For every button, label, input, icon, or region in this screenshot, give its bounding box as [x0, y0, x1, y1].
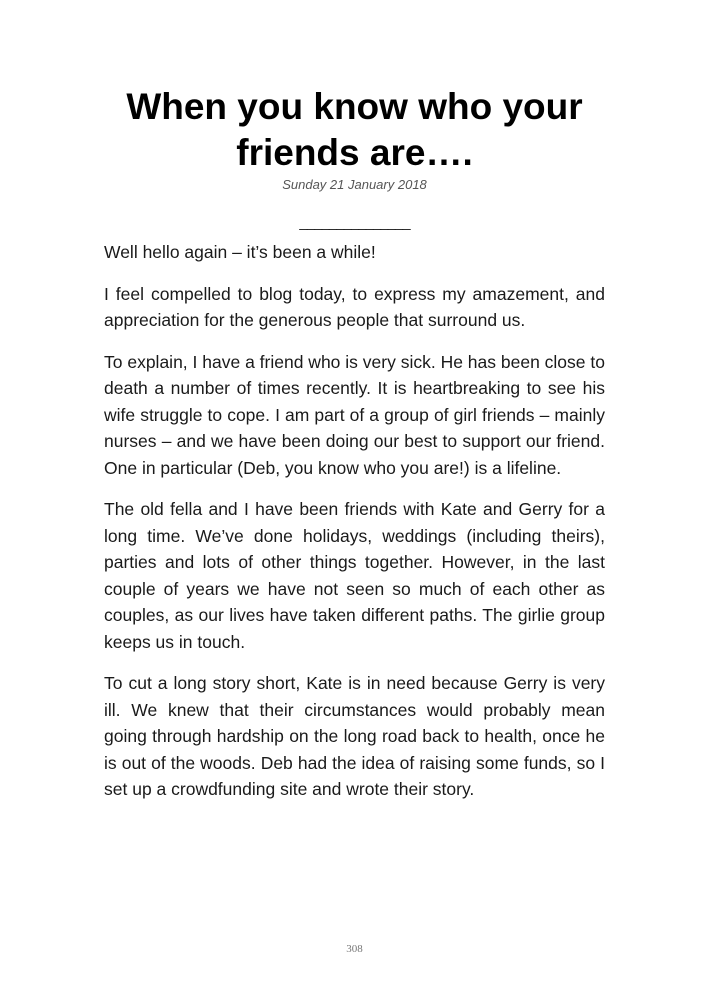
separator-line: _______________ — [299, 214, 410, 231]
paragraph-friendship: The old fella and I have been friends with Kate and Gerry for a long time. We’ve done holidays, weddings (including theirs), parties and lots of other things together. However, in the last couple of years we have not seen so much of each other as couples, as our lives have taken different paths. The girlie group keeps us in touch. — [104, 499, 605, 652]
paragraph-crowdfunding: To cut a long story short, Kate is in need because Gerry is very ill. We knew that their circumstances would probably mean going through hardship on the long road back to health, once he is out of the woods. Deb had the idea of raising some funds, so I set up a crowdfunding site and wrote their story. — [104, 673, 605, 799]
paragraph-greeting: Well hello again – it’s been a while! — [104, 242, 376, 262]
post-date: Sunday 21 January 2018 — [282, 177, 427, 192]
article-body — [104, 239, 605, 818]
paragraph-intro: I feel compelled to blog today, to express my amazement, and appreciation for the generous people that surround us. — [104, 283, 605, 330]
paragraph-explanation: To explain, I have a friend who is very sick. He has been close to death a number of times recently. It is heartbreaking to see his wife struggle to cope. I am part of a group of girl friends – mainly nurses – and we have been doing our best to support our friend. One in particular (Deb, you know who you are!) is a lifeline. — [104, 351, 605, 478]
page-title: When you know who your friends are…. — [126, 86, 583, 173]
page-number: 308 — [346, 943, 363, 955]
